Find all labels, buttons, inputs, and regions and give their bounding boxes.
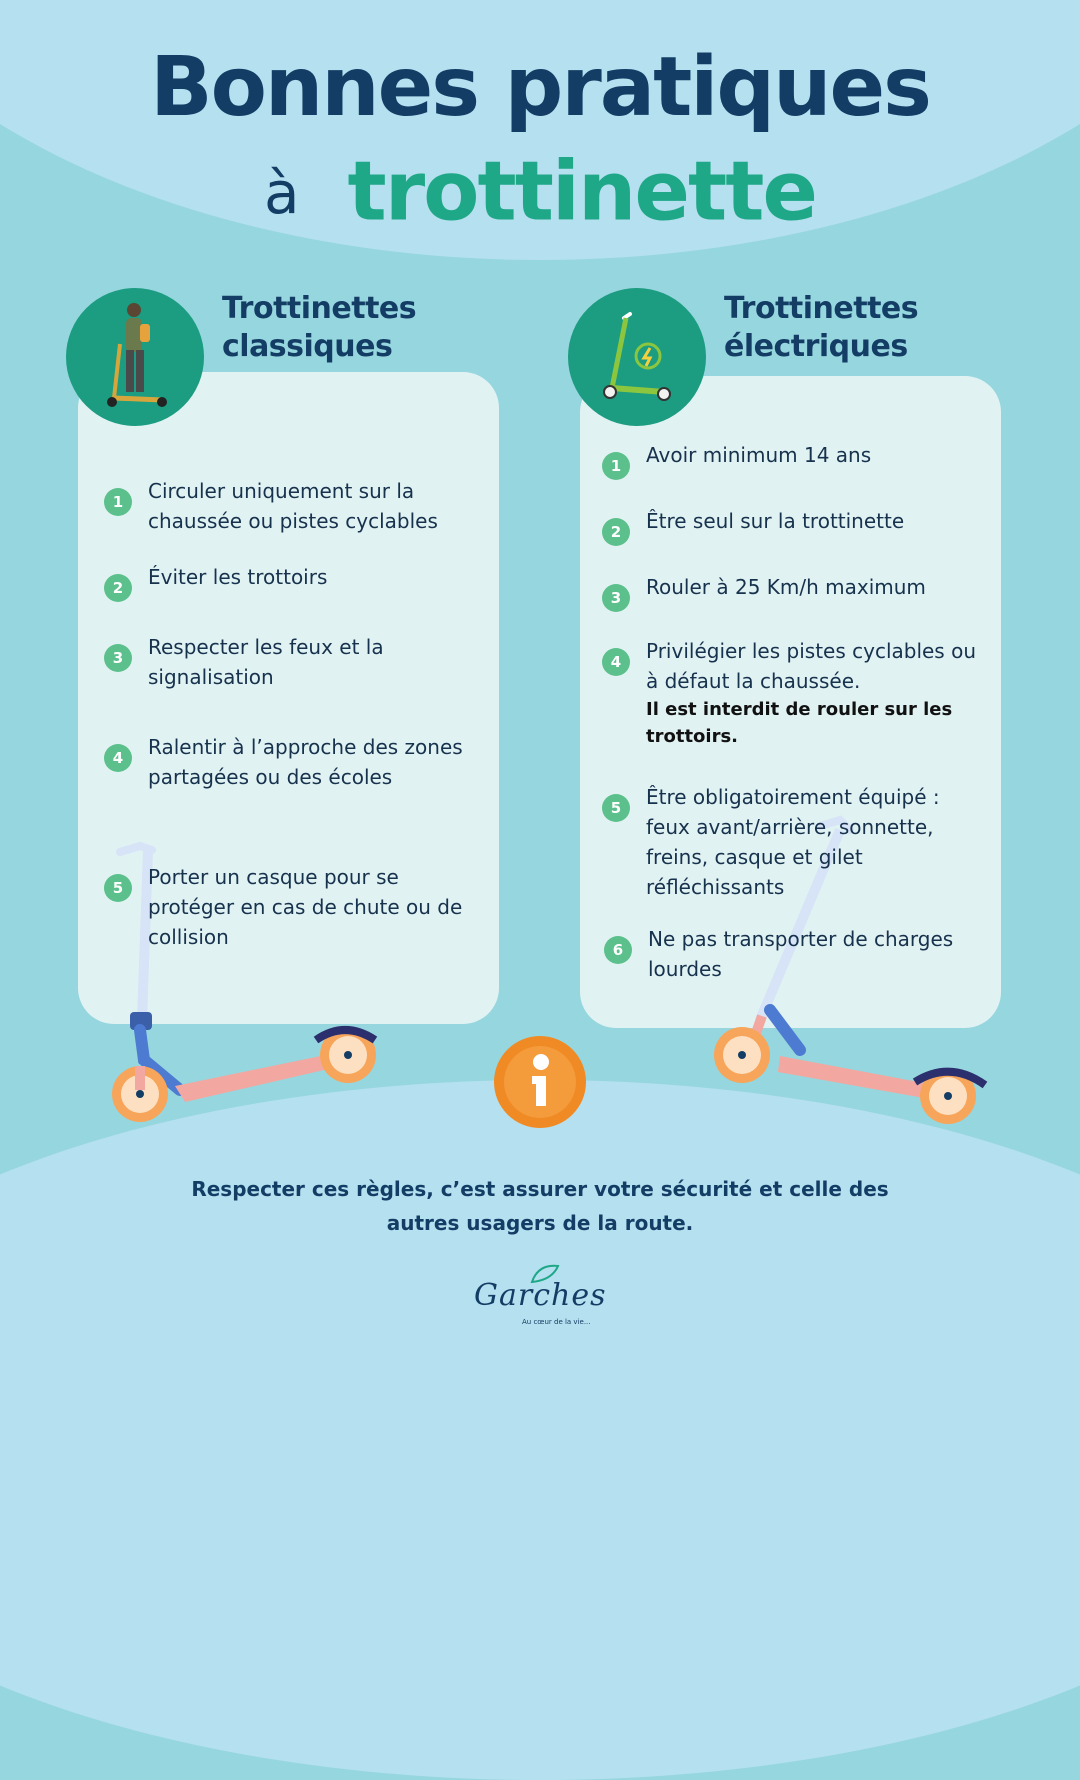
- item-number: 1: [602, 452, 630, 480]
- page-title: Bonnes pratiques: [150, 40, 930, 135]
- logo-name: Garches: [474, 1278, 607, 1313]
- item-number: 4: [104, 744, 132, 772]
- item-text-warning: Il est interdit de rouler sur les trottoirs.: [646, 699, 953, 747]
- item-number: 3: [602, 584, 630, 612]
- heading-electric: Trottinettes électriques: [724, 291, 919, 364]
- item-number: 4: [602, 648, 630, 676]
- item-text: Circuler uniquement sur la chaussée ou pistes cyclables: [148, 479, 438, 533]
- item-text: Ne pas transporter de charges lourdes: [648, 927, 954, 981]
- logo-tagline: Au cœur de la vie...: [522, 1318, 591, 1326]
- item-text: Respecter les feux et la signalisation: [148, 635, 384, 689]
- item-number: 5: [602, 794, 630, 822]
- item-text: Ralentir à l’approche des zones partagées ou des écoles: [148, 735, 463, 789]
- info-icon: [492, 1034, 588, 1130]
- title-highlight: trottinette: [347, 144, 817, 240]
- heading-classic: Trottinettes classiques: [222, 291, 417, 364]
- item-number: 1: [104, 488, 132, 516]
- person-on-scooter-icon: [66, 288, 204, 426]
- item-text: Être seul sur la trottinette: [646, 509, 905, 533]
- item-number: 2: [602, 518, 630, 546]
- item-text-main: Privilégier les pistes cyclables ou à défaut la chaussée.: [646, 639, 976, 693]
- title-preposition: à: [263, 158, 300, 227]
- item-text: Être obligatoirement équipé : feux avant/arrière, sonnette, freins, casque et gilet réfléchissants: [646, 785, 940, 899]
- footer-message: Respecter ces règles, c’est assurer votre sécurité et celle des autres usagers de la route.: [191, 1177, 889, 1235]
- garches-logo: [470, 1262, 610, 1332]
- item-text: Rouler à 25 Km/h maximum: [646, 575, 926, 599]
- electric-scooter-icon: [568, 288, 706, 426]
- item-text: [646, 636, 986, 750]
- item-text: Éviter les trottoirs: [148, 565, 328, 589]
- item-text: Porter un casque pour se protéger en cas de chute ou de collision: [148, 865, 463, 949]
- item-number: 5: [104, 874, 132, 902]
- item-text: Avoir minimum 14 ans: [646, 443, 872, 467]
- item-number: 3: [104, 644, 132, 672]
- item-number: 2: [104, 574, 132, 602]
- item-number: 6: [604, 936, 632, 964]
- page-subtitle: [0, 142, 1080, 243]
